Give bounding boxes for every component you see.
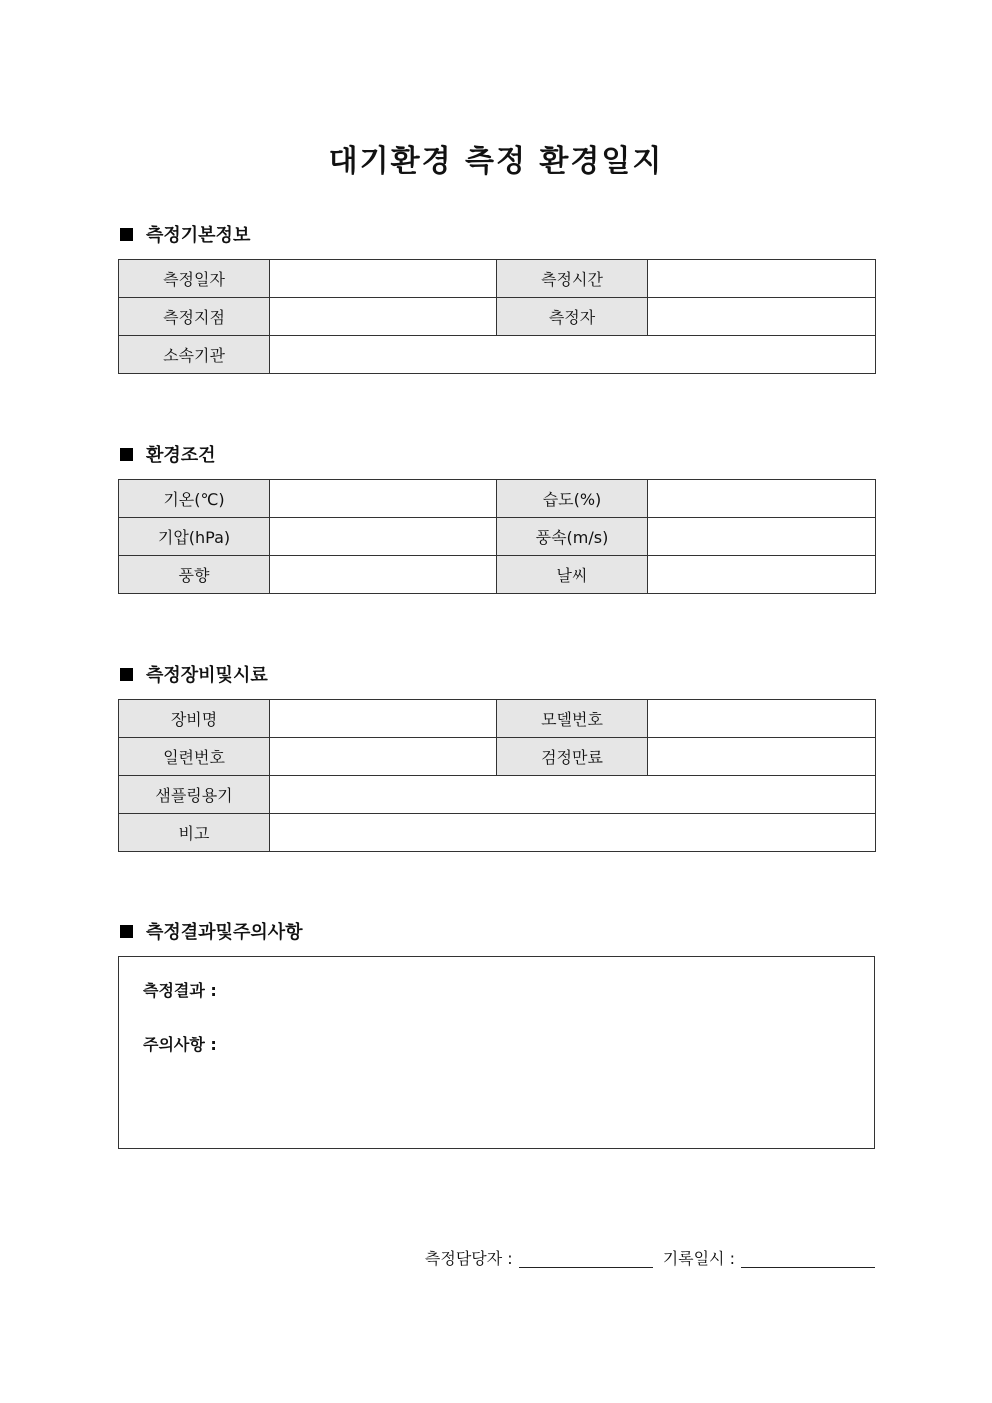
serial-number-label: 일련번호	[119, 738, 270, 776]
recorded-blank-line[interactable]	[741, 1247, 875, 1268]
model-number-field[interactable]	[648, 700, 876, 738]
section-results-heading	[120, 920, 303, 942]
table-row	[119, 738, 876, 776]
table-row	[119, 260, 876, 298]
agency-label: 소속기관	[119, 336, 270, 374]
date-label: 측정일자	[119, 260, 270, 298]
temperature-label: 기온(℃)	[119, 480, 270, 518]
weather-label: 날씨	[497, 556, 648, 594]
section-basic-title: 측정기본정보	[146, 225, 251, 246]
table-row	[119, 556, 876, 594]
officer-blank-line[interactable]	[519, 1247, 653, 1268]
basic-info-table	[118, 259, 876, 374]
section-equipment-heading	[120, 663, 268, 685]
site-field[interactable]	[270, 298, 497, 336]
square-bullet-icon	[120, 448, 133, 461]
section-conditions-title: 환경조건	[146, 445, 216, 466]
calibration-expiry-label: 검정만료	[497, 738, 648, 776]
model-number-label: 모델번호	[497, 700, 648, 738]
agency-field[interactable]	[270, 336, 876, 374]
time-field[interactable]	[648, 260, 876, 298]
conditions-table	[118, 479, 876, 594]
signature-footer	[425, 1246, 875, 1269]
section-equipment-title: 측정장비및시료	[146, 665, 268, 686]
pressure-field[interactable]	[270, 518, 497, 556]
table-row	[119, 700, 876, 738]
sampling-container-label: 샘플링용기	[119, 776, 270, 814]
table-row	[119, 518, 876, 556]
table-row	[119, 776, 876, 814]
equipment-name-label: 장비명	[119, 700, 270, 738]
caution-label: 주의사항 :	[143, 1035, 217, 1054]
square-bullet-icon	[120, 925, 133, 938]
table-row	[119, 298, 876, 336]
document-title: 대기환경 측정 환경일지	[328, 144, 664, 179]
section-results-title: 측정결과및주의사항	[146, 922, 303, 943]
temperature-field[interactable]	[270, 480, 497, 518]
sampling-container-field[interactable]	[270, 776, 876, 814]
officer-label: 측정담당자 :	[424, 1249, 513, 1268]
date-field[interactable]	[270, 260, 497, 298]
windspeed-field[interactable]	[648, 518, 876, 556]
serial-number-field[interactable]	[270, 738, 497, 776]
remarks-label: 비고	[119, 814, 270, 852]
equipment-table	[118, 699, 876, 852]
square-bullet-icon	[120, 228, 133, 241]
table-row	[119, 814, 876, 852]
table-row	[119, 336, 876, 374]
table-row	[119, 480, 876, 518]
wind-direction-field[interactable]	[270, 556, 497, 594]
wind-direction-label: 풍향	[119, 556, 270, 594]
humidity-field[interactable]	[648, 480, 876, 518]
person-label: 측정자	[497, 298, 648, 336]
remarks-field[interactable]	[270, 814, 876, 852]
calibration-expiry-field[interactable]	[648, 738, 876, 776]
weather-field[interactable]	[648, 556, 876, 594]
section-basic-heading	[120, 223, 250, 245]
recorded-label: 기록일시 :	[662, 1249, 735, 1268]
section-conditions-heading	[120, 443, 216, 465]
humidity-label: 습도(%)	[497, 480, 648, 518]
windspeed-label: 풍속(m/s)	[497, 518, 648, 556]
site-label: 측정지점	[119, 298, 270, 336]
square-bullet-icon	[120, 668, 133, 681]
pressure-label: 기압(hPa)	[119, 518, 270, 556]
time-label: 측정시간	[497, 260, 648, 298]
person-field[interactable]	[648, 298, 876, 336]
results-notes-box[interactable]	[118, 956, 875, 1149]
equipment-name-field[interactable]	[270, 700, 497, 738]
result-label: 측정결과 :	[143, 981, 217, 1000]
